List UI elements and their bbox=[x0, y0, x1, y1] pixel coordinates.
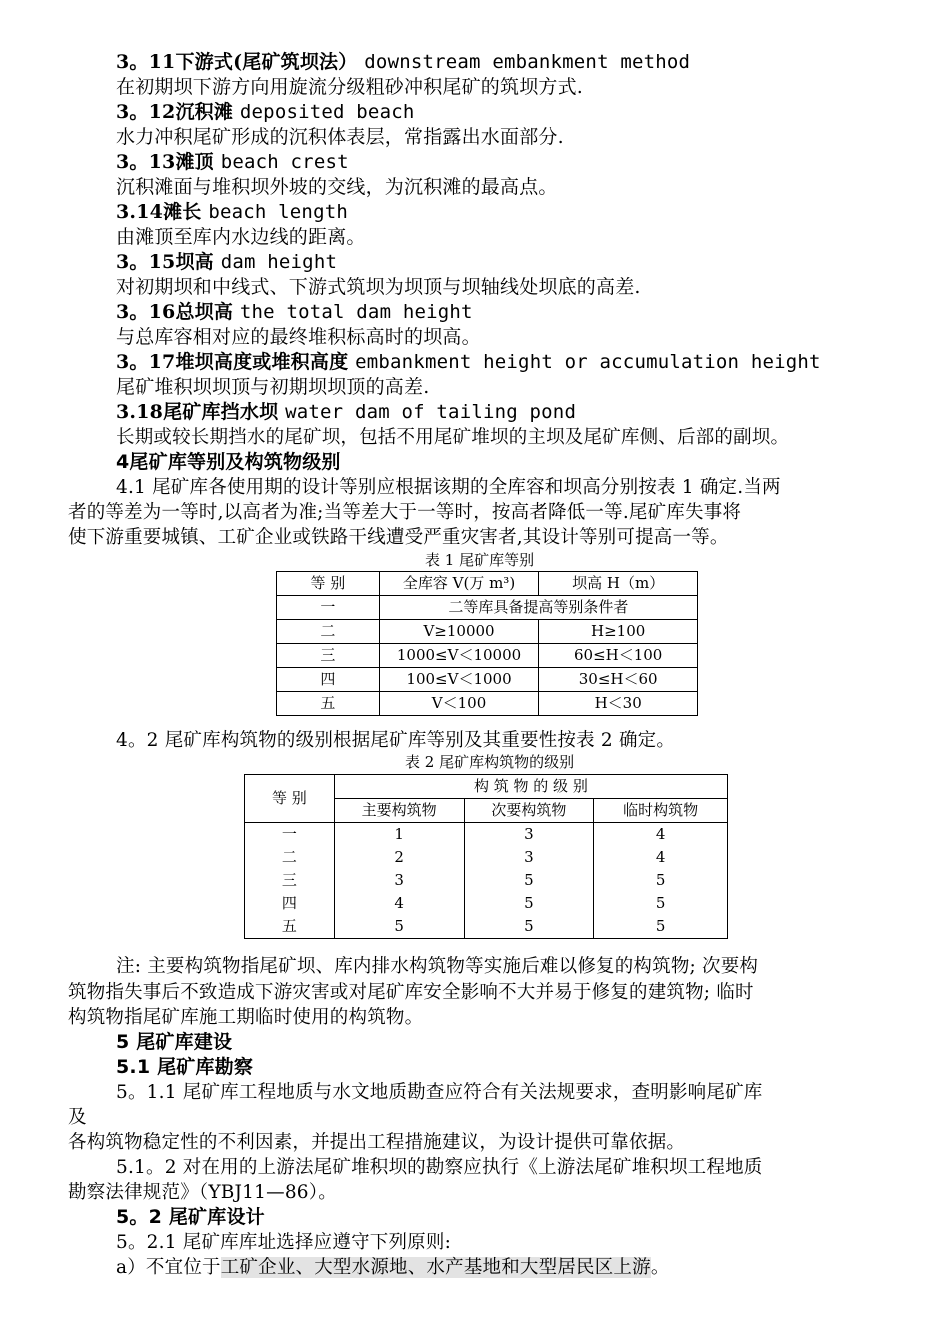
table-cell: 4 bbox=[334, 892, 464, 915]
table-header-cell: 构 筑 物 的 级 别 bbox=[334, 775, 727, 799]
table-row bbox=[245, 915, 728, 939]
table-header-cell: 等 别 bbox=[277, 572, 380, 596]
table-cell: 5 bbox=[464, 892, 594, 915]
term-heading-3-11: 3。11下游式(尾矿筑坝法） downstream embankment method bbox=[116, 51, 691, 73]
term-definition-3-15: 对初期坝和中线式、下游式筑坝为坝顶与坝轴线处坝底的高差. bbox=[116, 276, 641, 298]
table-2-note-line-1: 注: 主要构筑物指尾矿坝、库内排水构筑物等实施后难以修复的构筑物; 次要构 bbox=[116, 956, 759, 977]
table-row bbox=[245, 823, 728, 847]
paragraph-5-1-2-line-2: 勘察法律规范》（YBJ11—86）。 bbox=[68, 1182, 337, 1203]
table-2-group-header-row bbox=[245, 775, 728, 799]
table-row bbox=[277, 644, 698, 668]
term-definition-3-14: 由滩顶至库内水边线的距离。 bbox=[116, 226, 366, 248]
term-heading-3-14: 3.14滩长 beach length bbox=[116, 201, 348, 223]
table-header-cell: 临时构筑物 bbox=[594, 799, 728, 823]
table-1-header-row bbox=[277, 572, 698, 596]
table-header-cell: 等 别 bbox=[245, 775, 335, 823]
table-cell: 1 bbox=[334, 823, 464, 847]
table-cell: 5 bbox=[334, 915, 464, 939]
paragraph-5-1-1-line-1: 5。1.1 尾矿库工程地质与水文地质勘查应符合有关法规要求，查明影响尾矿库 bbox=[116, 1082, 763, 1103]
section-5-2-heading: 5。2 尾矿库设计 bbox=[116, 1206, 265, 1228]
term-definition-3-17: 尾矿堆积坝坝顶与初期坝坝顶的高差. bbox=[116, 376, 430, 398]
table-2-structure-levels bbox=[244, 774, 728, 939]
section-4-heading: 4尾矿库等别及构筑物级别 bbox=[116, 451, 341, 473]
table-header-cell: 坝高 H（m） bbox=[539, 572, 698, 596]
term-heading-3-12: 3。12沉积滩 deposited beach bbox=[116, 101, 415, 123]
table-cell: 三 bbox=[277, 644, 380, 668]
table-row bbox=[245, 869, 728, 892]
table-header-cell: 全库容 V(万 m³) bbox=[379, 572, 539, 596]
term-definition-3-16: 与总库容相对应的最终堆积标高时的坝高。 bbox=[116, 326, 481, 348]
table-cell: 4 bbox=[594, 846, 728, 869]
table-2-note-line-3: 构筑物指尾矿库施工期临时使用的构筑物。 bbox=[68, 1007, 424, 1028]
table-cell: 1000≤V＜10000 bbox=[379, 644, 539, 668]
table-cell: H≥100 bbox=[539, 620, 698, 644]
term-heading-3-18: 3.18尾矿库挡水坝 water dam of tailing pond bbox=[116, 401, 577, 423]
table-cell: 二 bbox=[277, 620, 380, 644]
table-cell: 二 bbox=[245, 846, 335, 869]
table-cell: 3 bbox=[464, 823, 594, 847]
table-cell: 5 bbox=[594, 892, 728, 915]
table-row bbox=[245, 846, 728, 869]
term-heading-3-13: 3。13滩顶 beach crest bbox=[116, 151, 349, 173]
list-item-a-suffix: 。 bbox=[650, 1257, 670, 1278]
table-merged-cell: 二等库具备提高等别条件者 bbox=[379, 596, 697, 620]
table-cell: 一 bbox=[277, 596, 380, 620]
list-item-a bbox=[116, 1255, 670, 1280]
table-cell: 五 bbox=[245, 915, 335, 939]
table-cell: 30≤H＜60 bbox=[539, 668, 698, 692]
section-5-1-heading: 5.1 尾矿库勘察 bbox=[116, 1056, 254, 1078]
table-header-cell: 次要构筑物 bbox=[464, 799, 594, 823]
table-1-tailings-pond-grades bbox=[276, 571, 698, 716]
table-cell: H＜30 bbox=[539, 692, 698, 716]
paragraph-5-1-2-line-1: 5.1。2 对在用的上游法尾矿堆积坝的勘察应执行《上游法尾矿堆积坝工程地质 bbox=[116, 1157, 763, 1178]
term-definition-3-13: 沉积滩面与堆积坝外坡的交线，为沉积滩的最高点。 bbox=[116, 176, 558, 198]
table-cell: 100≤V＜1000 bbox=[379, 668, 539, 692]
table-row bbox=[277, 692, 698, 716]
term-heading-3-16: 3。16总坝高 the total dam height bbox=[116, 301, 473, 323]
paragraph-5-1-1-line-3: 各构筑物稳定性的不利因素，并提出工程措施建议，为设计提供可靠依据。 bbox=[68, 1132, 686, 1153]
paragraph-4-1-line-3: 使下游重要城镇、工矿企业或铁路干线遭受严重灾害者,其设计等别可提高一等。 bbox=[68, 527, 729, 548]
table-cell: V＜100 bbox=[379, 692, 539, 716]
paragraph-4-1-line-1: 4.1 尾矿库各使用期的设计等别应根据该期的全库容和坝高分别按表 1 确定.当两 bbox=[116, 477, 781, 498]
table-cell: 三 bbox=[245, 869, 335, 892]
term-definition-3-18: 长期或较长期挡水的尾矿坝，包括不用尾矿堆坝的主坝及尾矿库侧、后部的副坝。 bbox=[116, 427, 790, 448]
term-definition-3-12: 水力冲积尾矿形成的沉积体表层，常指露出水面部分. bbox=[116, 126, 564, 148]
table-cell: 4 bbox=[594, 823, 728, 847]
highlighted-text: 工矿企业、大型水源地、水产基地和大型居民区上游 bbox=[220, 1257, 651, 1278]
table-cell: 5 bbox=[464, 869, 594, 892]
table-row bbox=[245, 892, 728, 915]
term-definition-3-11: 在初期坝下游方向用旋流分级粗砂冲积尾矿的筑坝方式. bbox=[116, 76, 584, 98]
term-heading-3-15: 3。15坝高 dam height bbox=[116, 251, 338, 273]
paragraph-4-2: 4。2 尾矿库构筑物的级别根据尾矿库等别及其重要性按表 2 确定。 bbox=[116, 730, 676, 751]
table-cell: 5 bbox=[594, 915, 728, 939]
paragraph-4-1-line-2: 者的等差为一等时,以高者为准;当等差大于一等时，按高者降低一等.尾矿库失事将 bbox=[68, 502, 742, 523]
table-cell: 四 bbox=[277, 668, 380, 692]
table-cell: 一 bbox=[245, 823, 335, 847]
paragraph-5-1-1-line-2: 及 bbox=[68, 1107, 87, 1128]
table-cell: 5 bbox=[594, 869, 728, 892]
table-row bbox=[277, 668, 698, 692]
table-cell: 五 bbox=[277, 692, 380, 716]
table-2-caption: 表 2 尾矿库构筑物的级别 bbox=[405, 753, 575, 771]
table-cell: 5 bbox=[464, 915, 594, 939]
table-cell: 四 bbox=[245, 892, 335, 915]
table-row bbox=[277, 620, 698, 644]
table-cell: 3 bbox=[334, 869, 464, 892]
table-row bbox=[277, 596, 698, 620]
paragraph-5-2-1: 5。2.1 尾矿库库址选择应遵守下列原则: bbox=[116, 1232, 452, 1253]
table-2-note-line-2: 筑物指失事后不致造成下游灾害或对尾矿库安全影响不大并易于修复的建筑物; 临时 bbox=[68, 982, 754, 1003]
table-header-cell: 主要构筑物 bbox=[334, 799, 464, 823]
table-cell: 3 bbox=[464, 846, 594, 869]
table-cell: 2 bbox=[334, 846, 464, 869]
table-1-caption: 表 1 尾矿库等别 bbox=[425, 551, 535, 569]
table-cell: 60≤H＜100 bbox=[539, 644, 698, 668]
section-5-heading: 5 尾矿库建设 bbox=[116, 1031, 233, 1053]
term-heading-3-17: 3。17堆坝高度或堆积高度 embankment height or accumulation height bbox=[116, 351, 821, 373]
list-item-a-prefix: a）不宜位于 bbox=[116, 1257, 221, 1278]
table-cell: V≥10000 bbox=[379, 620, 539, 644]
